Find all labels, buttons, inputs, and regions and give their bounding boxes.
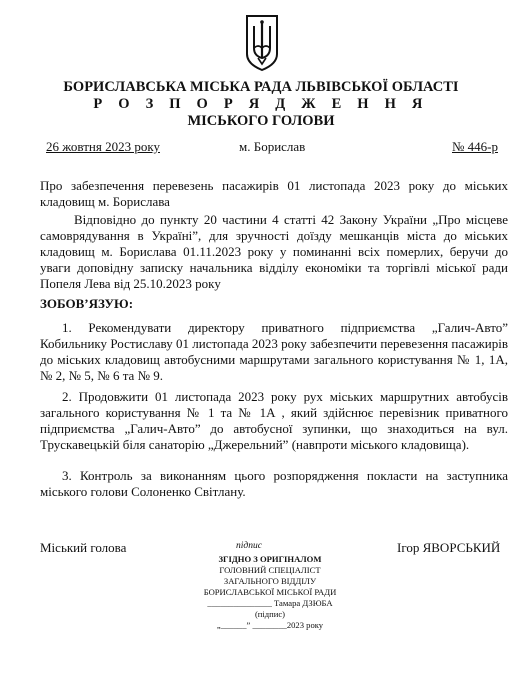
signatory-position: Міський голова	[40, 540, 127, 555]
document-date: 26 жовтня 2023 року	[46, 139, 160, 154]
certification-signature-label: (підпис)	[254, 609, 286, 619]
document-subject: Про забезпечення перевезень пасажирів 01 листопада 2023 року до міських кладовищ м. Борислава	[40, 178, 508, 209]
certification-line: ГОЛОВНИЙ СПЕЦІАЛІСТ	[219, 565, 321, 575]
certification-block	[170, 554, 370, 631]
certification-signer: _______________ Тамара ДЗЮБА	[207, 598, 333, 608]
certification-line: БОРИСЛАВСЬКОЇ МІСЬКОЇ РАДИ	[203, 587, 337, 597]
signed-mark: підпис	[236, 541, 262, 551]
oblige-heading: ЗОБОВ’ЯЗУЮ:	[40, 296, 134, 311]
document-city: м. Борислав	[239, 139, 306, 154]
issuer-title: МІСЬКОГО ГОЛОВИ	[187, 113, 335, 129]
council-name: БОРИСЛАВСЬКА МІСЬКА РАДА ЛЬВІВСЬКОЇ ОБЛАСТІ	[63, 79, 459, 95]
certification-heading: ЗГІДНО З ОРИГІНАЛОМ	[218, 554, 322, 564]
certification-date: „______” ________2023 року	[216, 620, 324, 630]
document-number: № 446-р	[452, 139, 498, 154]
document-type: Р О З П О Р Я Д Ж Е Н Н Я	[93, 96, 429, 112]
order-item-2: 2. Продовжити 01 листопада 2023 року рух міських маршрутних автобусів загального користування № 1 та № 1А , який здійснює перевізник приватного підприємства „Галич-Авто” до автобусної зупинки, що знаходиться на вул. Трускавецькій біля санаторію „Джерельний” (навпроти міського кладовища).	[40, 389, 508, 452]
coat-of-arms-icon	[245, 14, 279, 72]
order-item-3: 3. Контроль за виконанням цього розпорядження покласти на заступника міського голови Солоненко Світлану.	[40, 468, 508, 499]
signatory-name: Ігор ЯВОРСЬКИЙ	[397, 540, 501, 555]
legal-basis-paragraph: Відповідно до пункту 20 частини 4 статті 42 Закону України „Про місцеве самоврядування в Україні”, для зручності доїзду мешканців міста до міських кладовищ м. Борислава 01.11.2023 року у поминанні всіх померлих, беручи до уваги доповідну записку начальника відділу економіки та торгівлі міської ради Попеля Лева від 25.10.2023 року	[40, 212, 508, 291]
certification-line: ЗАГАЛЬНОГО ВІДДІЛУ	[223, 576, 317, 586]
order-item-1: 1. Рекомендувати директору приватного підприємства „Галич-Авто” Кобильнику Ростиславу 01 листопада 2023 року забезпечити перевезення пасажирів до міських кладовищ автобусними маршрутами загального користування № 1, 1А, № 2, № 5, № 6 та № 9.	[40, 320, 508, 383]
